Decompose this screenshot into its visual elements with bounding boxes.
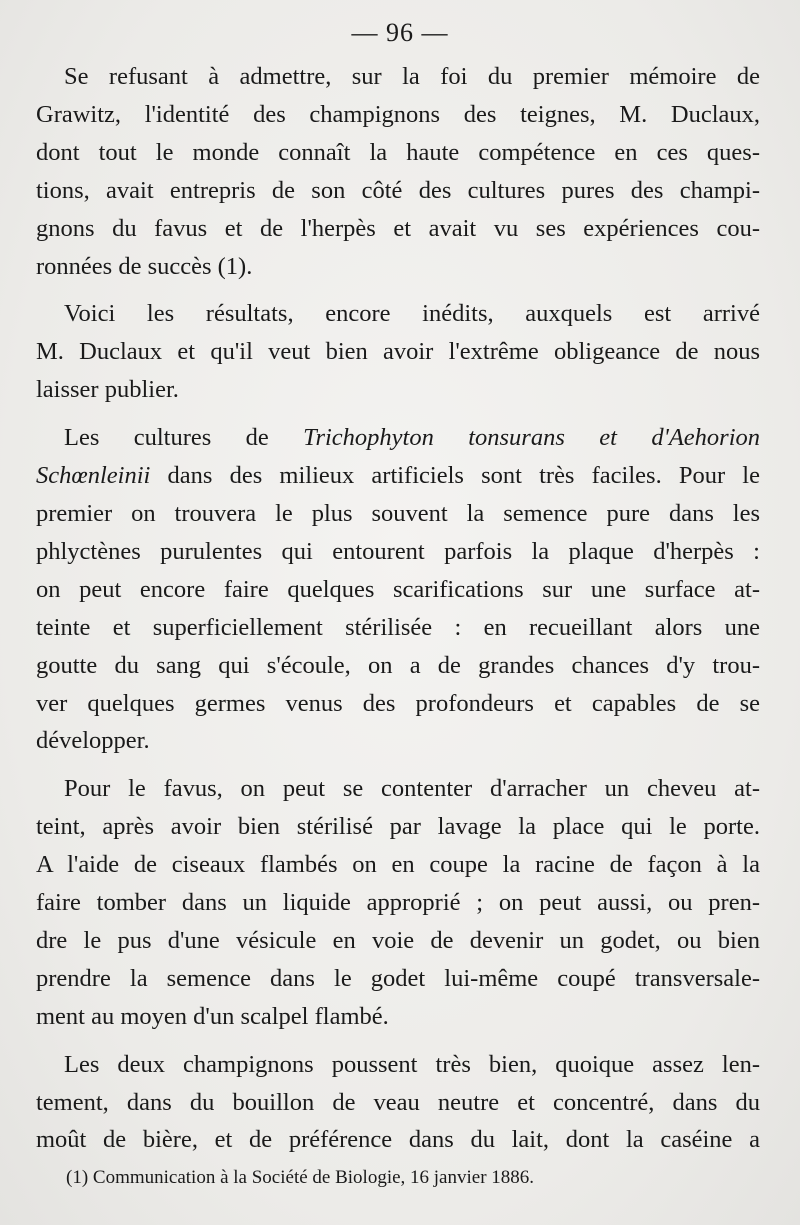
text-line: dre le pus d'une vésicule en voie de devenir un godet, ou bien bbox=[36, 926, 760, 954]
text-line: laisser publier. bbox=[36, 376, 179, 404]
text-line: on peut encore faire quelques scarifications sur une surface at- bbox=[36, 575, 760, 603]
paragraph-5 bbox=[36, 1046, 760, 1160]
text-line: A l'aide de ciseaux flambés on en coupe la racine de façon à la bbox=[36, 851, 760, 879]
text-line: moût de bière, et de préférence dans du lait, dont la caséine a bbox=[36, 1126, 760, 1154]
text-line: tement, dans du bouillon de veau neutre et concentré, dans du bbox=[36, 1088, 760, 1116]
text-line: développer. bbox=[36, 727, 150, 755]
text-line: faire tomber dans un liquide approprié ; on peut aussi, ou pren- bbox=[36, 889, 760, 917]
text-line: gnons du favus et de l'herpès et avait vu ses expériences cou- bbox=[36, 214, 760, 242]
text-run: et bbox=[564, 424, 652, 452]
text-line: ronnées de succès (1). bbox=[36, 252, 253, 280]
paragraph-1 bbox=[36, 58, 760, 285]
text-line: ment au moyen d'un scalpel flambé. bbox=[36, 1002, 389, 1030]
text-line: Grawitz, l'identité des champignons des teignes, M. Duclaux, bbox=[36, 100, 760, 128]
text-line: Pour le favus, on peut se contenter d'arracher un cheveu at- bbox=[64, 775, 760, 803]
text-run: Les cultures de bbox=[64, 424, 304, 452]
paragraph-4 bbox=[36, 770, 760, 1035]
text-line bbox=[36, 457, 760, 495]
paragraph-2 bbox=[36, 295, 760, 409]
text-line: prendre la semence dans le godet lui-même coupé transversale- bbox=[36, 964, 760, 992]
text-line: M. Duclaux et qu'il veut bien avoir l'extrême obligeance de nous bbox=[36, 338, 760, 366]
text-line: Les deux champignons poussent très bien, quoique assez len- bbox=[64, 1050, 760, 1078]
text-line: teinte et superficiellement stérilisée : en recueillant alors une bbox=[36, 613, 760, 641]
paragraph-3 bbox=[36, 419, 760, 760]
text-line bbox=[36, 419, 760, 457]
text-line: goutte du sang qui s'écoule, on a de grandes chances d'y trou- bbox=[36, 651, 760, 679]
footnote: (1) Communication à la Société de Biologie, 16 janvier 1886. bbox=[66, 1167, 535, 1188]
text-line: teint, après avoir bien stérilisé par lavage la place qui le porte. bbox=[36, 813, 760, 841]
species-name: d'Aehorion bbox=[651, 424, 760, 452]
text-line: ver quelques germes venus des profondeurs et capables de se bbox=[36, 689, 760, 717]
text-line: Se refusant à admettre, sur la foi du premier mémoire de bbox=[64, 63, 760, 90]
page-number: — 96 — bbox=[351, 18, 449, 47]
text-line: Voici les résultats, encore inédits, auxquels est arrivé bbox=[64, 300, 760, 328]
text-line: tions, avait entrepris de son côté des cultures pures des champi- bbox=[36, 176, 760, 204]
species-name: Schœnleinii bbox=[36, 462, 151, 490]
text-run: dans des milieux artificiels sont très faciles. Pour le bbox=[150, 462, 760, 490]
text-line: phlyctènes purulentes qui entourent parfois la plaque d'herpès : bbox=[36, 537, 760, 565]
species-name: Trichophyton tonsurans bbox=[303, 424, 565, 452]
text-line: premier on trouvera le plus souvent la semence pure dans les bbox=[36, 499, 760, 527]
body-text bbox=[36, 58, 760, 1169]
text-line: dont tout le monde connaît la haute compétence en ces ques- bbox=[36, 138, 760, 166]
